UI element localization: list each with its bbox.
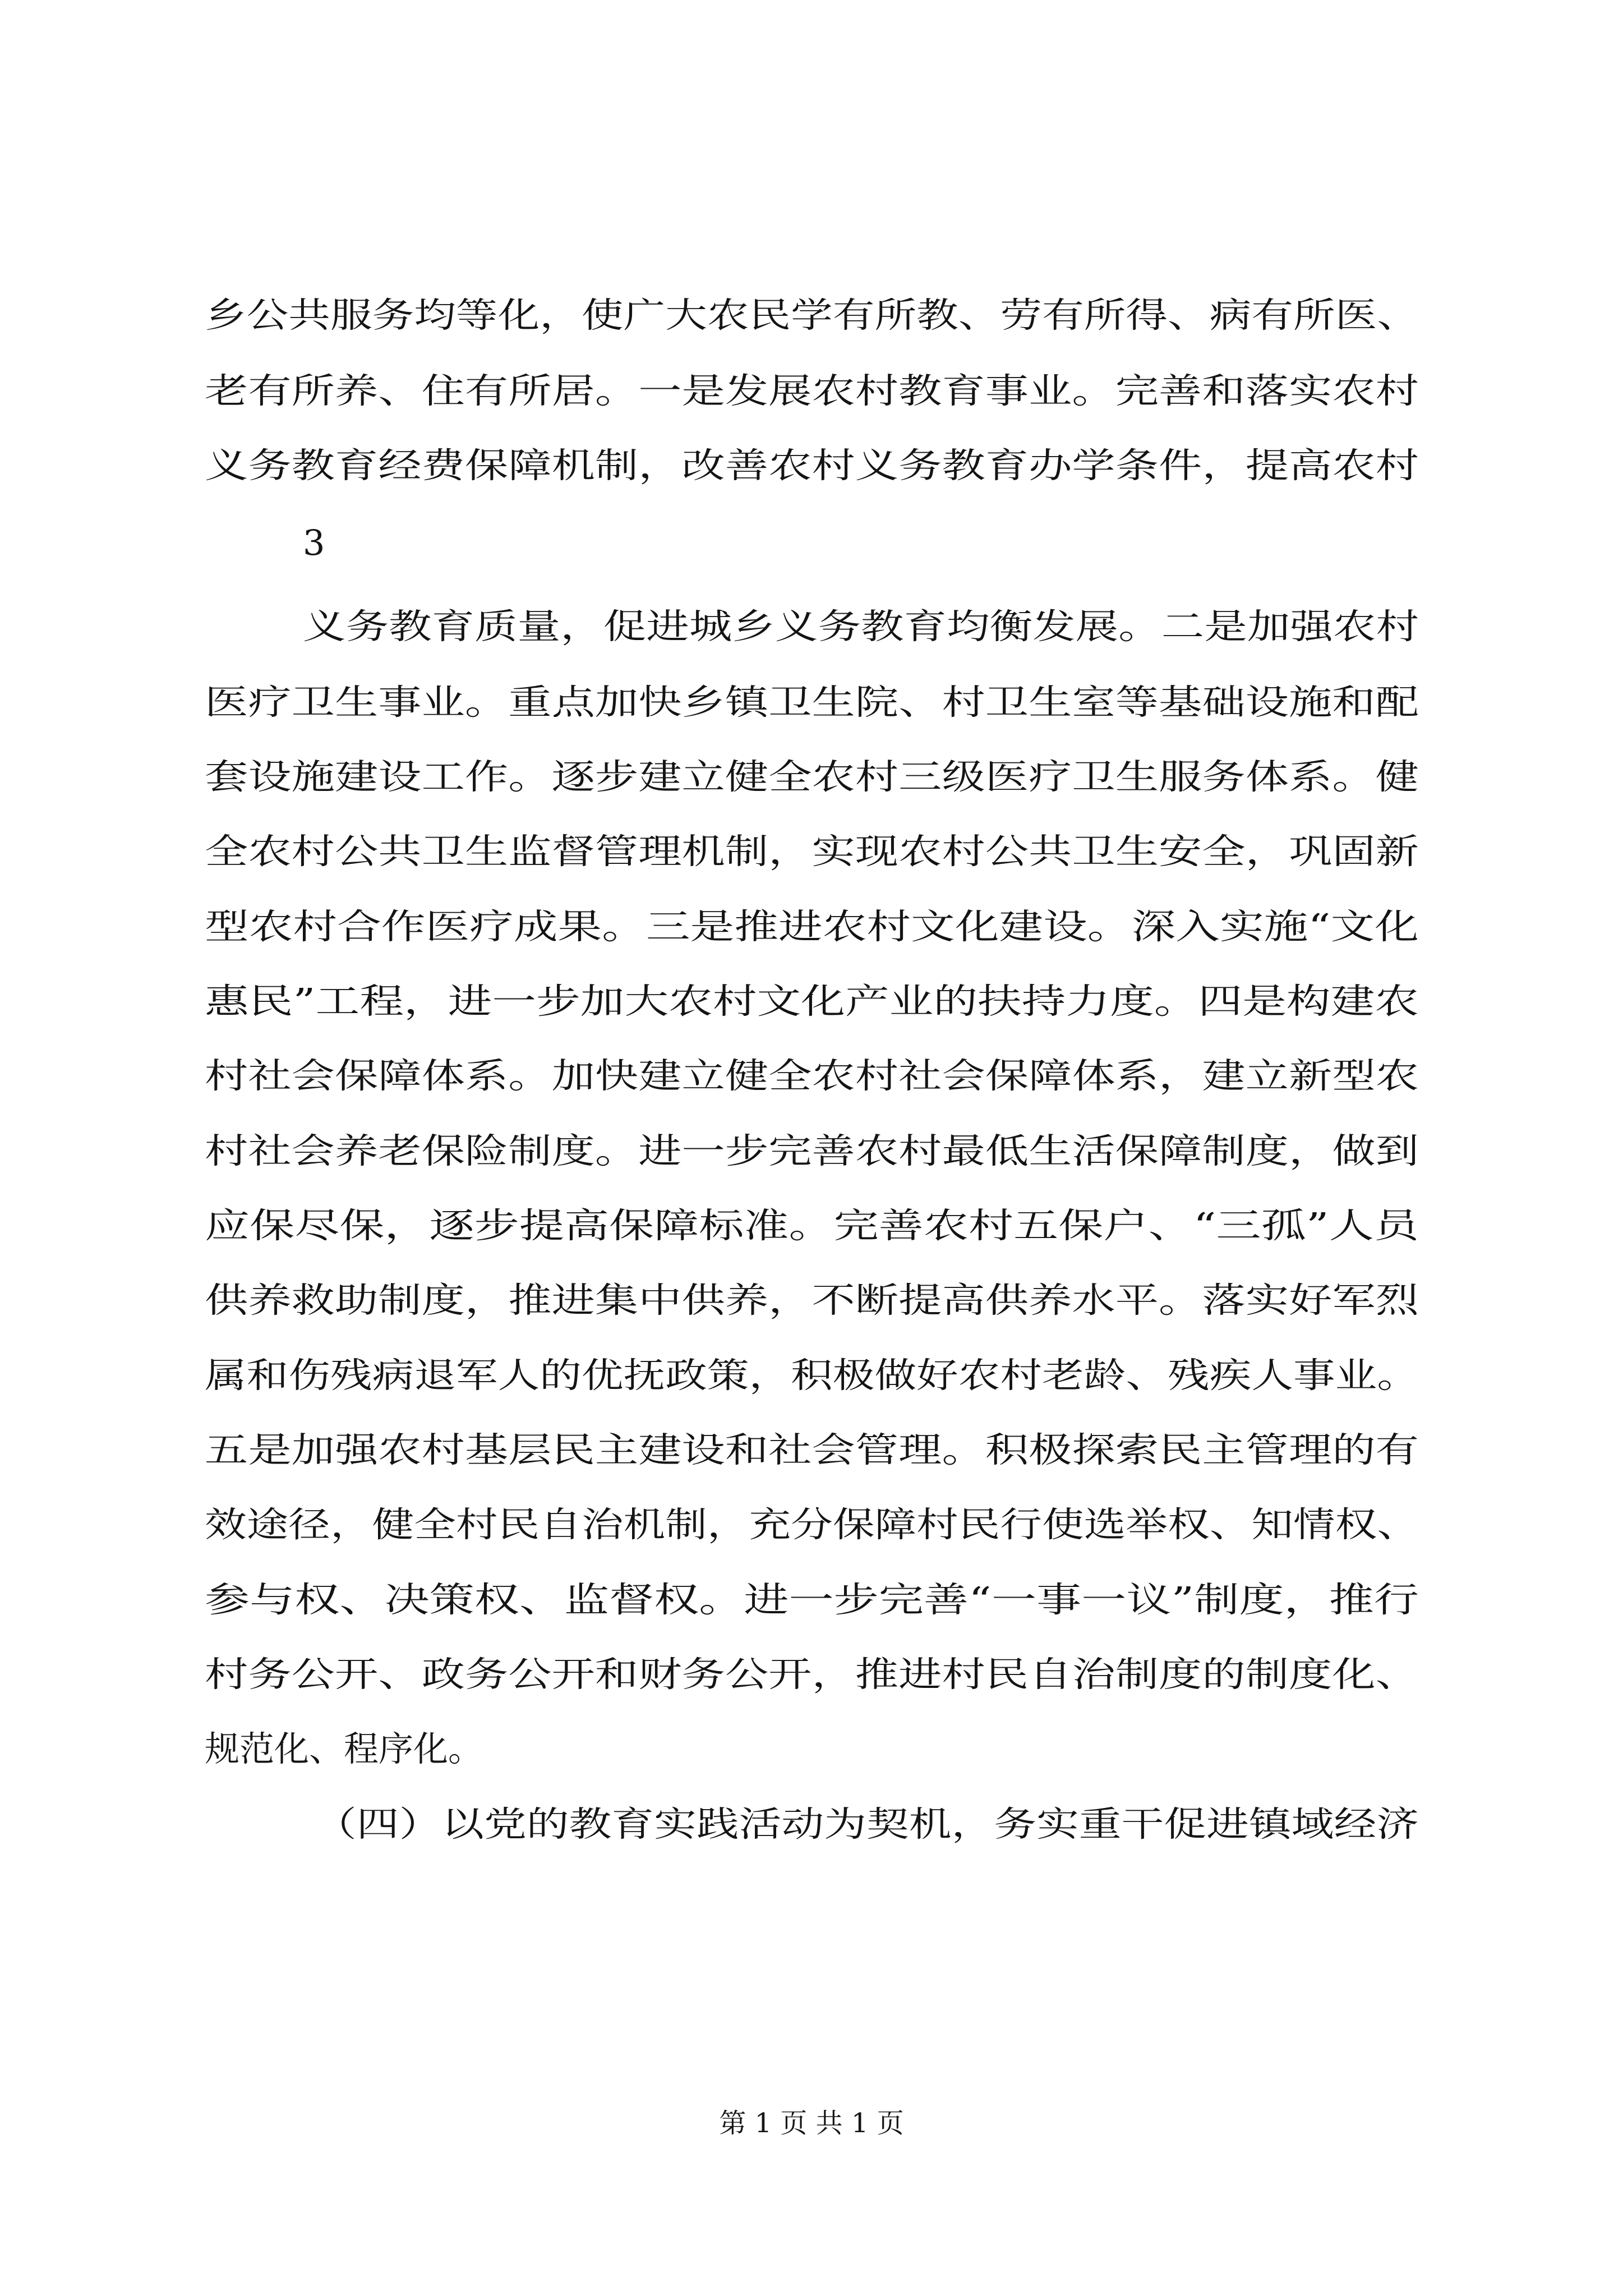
text-line <box>0 1045 1623 1107</box>
text-line-content: 套设施建设工作。逐步建立健全农村三级医疗卫生服务体系。健 <box>205 756 1419 797</box>
text-line <box>0 1569 1623 1631</box>
text-line-content: 参与权、决策权、监督权。进一步完善“一事一议”制度，推行 <box>205 1579 1419 1620</box>
text-line <box>0 284 1623 346</box>
text-line <box>0 435 1623 496</box>
text-line-content: 型农村合作医疗成果。三是推进农村文化建设。深入实施“文化 <box>205 906 1419 947</box>
section-heading <box>0 1793 1623 1855</box>
text-line <box>0 970 1623 1032</box>
section-heading-text: （四）以党的教育实践活动为契机，务实重干促进镇域经济 <box>314 1803 1419 1844</box>
text-line <box>0 821 1623 882</box>
text-line <box>0 671 1623 733</box>
text-line-content: 医疗卫生事业。重点加快乡镇卫生院、村卫生室等基础设施和配 <box>205 682 1419 723</box>
page-marker <box>0 512 1623 574</box>
text-line-content: 规范化、程序化。 <box>205 1728 483 1769</box>
text-line <box>0 1644 1623 1705</box>
text-line <box>0 1718 1623 1780</box>
text-line <box>0 896 1623 958</box>
text-line-content: 村务公开、政务公开和财务公开，推进村民自治制度的制度化、 <box>205 1654 1419 1695</box>
page-marker-text: 3 <box>303 522 325 563</box>
text-line <box>0 360 1623 422</box>
page-footer <box>0 2101 1623 2146</box>
text-line-content: 全农村公共卫生监督管理机制，实现农村公共卫生安全，巩固新 <box>205 831 1419 872</box>
text-line-content: 乡公共服务均等化，使广大农民学有所教、劳有所得、病有所医、 <box>205 295 1419 335</box>
text-line-content: 五是加强农村基层民主建设和社会管理。积极探索民主管理的有 <box>205 1429 1419 1470</box>
text-line-content: 老有所养、住有所居。一是发展农村教育事业。完善和落实农村 <box>205 370 1419 411</box>
text-line-content: 村社会养老保险制度。进一步完善农村最低生活保障制度，做到 <box>205 1130 1419 1171</box>
text-line <box>0 596 1623 657</box>
text-line <box>0 1269 1623 1331</box>
text-line <box>0 1195 1623 1257</box>
text-line-content: 效途径，健全村民自治机制，充分保障村民行使选举权、知情权、 <box>205 1504 1419 1545</box>
text-line-content: 应保尽保，逐步提高保障标准。完善农村五保户、“三孤”人员 <box>205 1205 1419 1246</box>
text-line-content: 惠民”工程，进一步加大农村文化产业的扶持力度。四是构建农 <box>205 981 1419 1022</box>
text-line-content: 义务教育经费保障机制，改善农村义务教育办学条件，提高农村 <box>205 445 1419 486</box>
text-line <box>0 1494 1623 1556</box>
text-line <box>0 1120 1623 1182</box>
text-line <box>0 746 1623 808</box>
text-line-content: 村社会保障体系。加快建立健全农村社会保障体系，建立新型农 <box>205 1055 1419 1096</box>
text-line-content: 义务教育质量，促进城乡义务教育均衡发展。二是加强农村 <box>303 606 1419 647</box>
page-footer-text: 第 1 页 共 1 页 <box>719 2108 904 2139</box>
text-line <box>0 1345 1623 1406</box>
text-line-content: 属和伤残病退军人的优抚政策，积极做好农村老龄、残疾人事业。 <box>205 1355 1419 1396</box>
text-line <box>0 1419 1623 1481</box>
text-line-content: 供养救助制度，推进集中供养，不断提高供养水平。落实好军烈 <box>205 1280 1419 1320</box>
